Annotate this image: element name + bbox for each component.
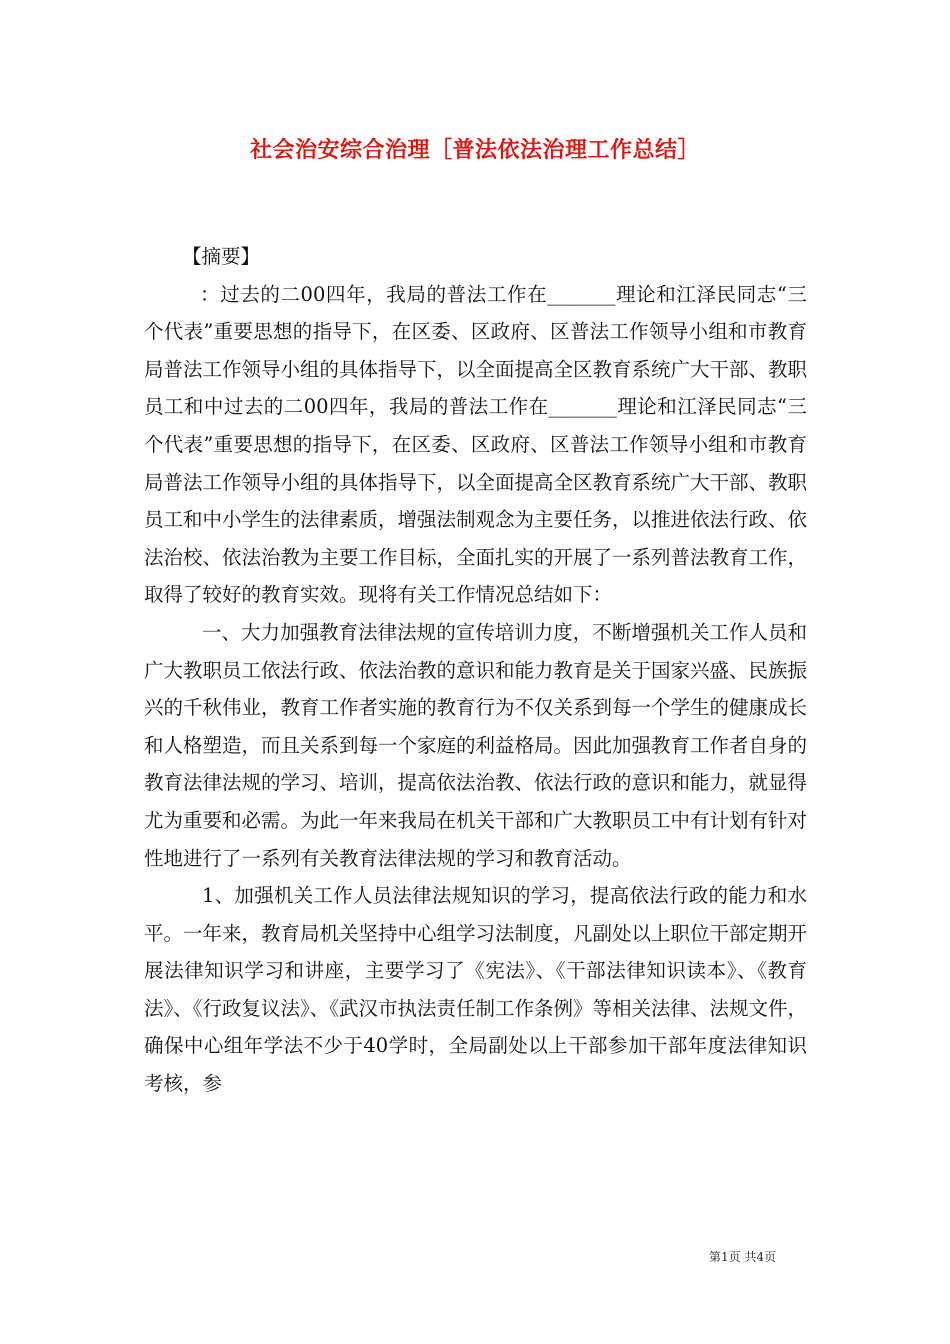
page-number: 第1页 共4页 xyxy=(709,1250,777,1264)
document-title: 社会治安综合治理［普法依法治理工作总结］ xyxy=(249,137,700,163)
abstract-label: 【摘要】 xyxy=(182,245,261,268)
abstract-paragraph: ：过去的二00四年，我局的普法工作在_______理论和江泽民同志“三个代表”重要思想的指导下，在区委、区政府、区普法工作领导小组和市教育局普法工作领导小组的具体指导下，以全面提高全区教育系统广大干部、教职员工和中过去的二00四年，我局的普法工作在_______理论和江泽民同志“三个代表”重要思想的指导下，在区委、区政府、区普法工作领导小组和市教育局普法工作领导小组的具体指导下，以全面提高全区教育系统广大干部、教职员工和中小学生的法律素质，增强法制观念为主要任务，以推进依法行政、依法治校、依法治教为主要工作目标，全面扎实的开展了一系列普法教育工作，取得了较好的教育实效。现将有关工作情况总结如下： xyxy=(144,282,808,607)
document-body xyxy=(144,238,807,1103)
section-1-1-paragraph: 1、加强机关工作人员法律法规知识的学习，提高依法行政的能力和水平。一年来，教育局机关坚持中心组学习法制度，凡副处以上职位干部定期开展法律知识学习和讲座，主要学习了《宪法》、《干部法律知识读本》、《教育法》、《行政复议法》、《武汉市执法责任制工作条例》等相关法律、法规文件，确保中心组年学法不少于40学时，全局副处以上干部参加干部年度法律知识考核，参 xyxy=(144,884,808,1096)
section-1-paragraph: 一、大力加强教育法律法规的宣传培训力度，不断增强机关工作人员和广大教职员工依法行政、依法治教的意识和能力教育是关于国家兴盛、民族振兴的千秋伟业，教育工作者实施的教育行为不仅关系到每一个学生的健康成长和人格塑造，而且关系到每一个家庭的利益格局。因此加强教育工作者自身的教育法律法规的学习、培训，提高依法治教、依法行政的意识和能力，就显得尤为重要和必需。为此一年来我局在机关干部和广大教职员工中有计划有针对性地进行了一系列有关教育法律法规的学习和教育活动。 xyxy=(144,620,808,870)
